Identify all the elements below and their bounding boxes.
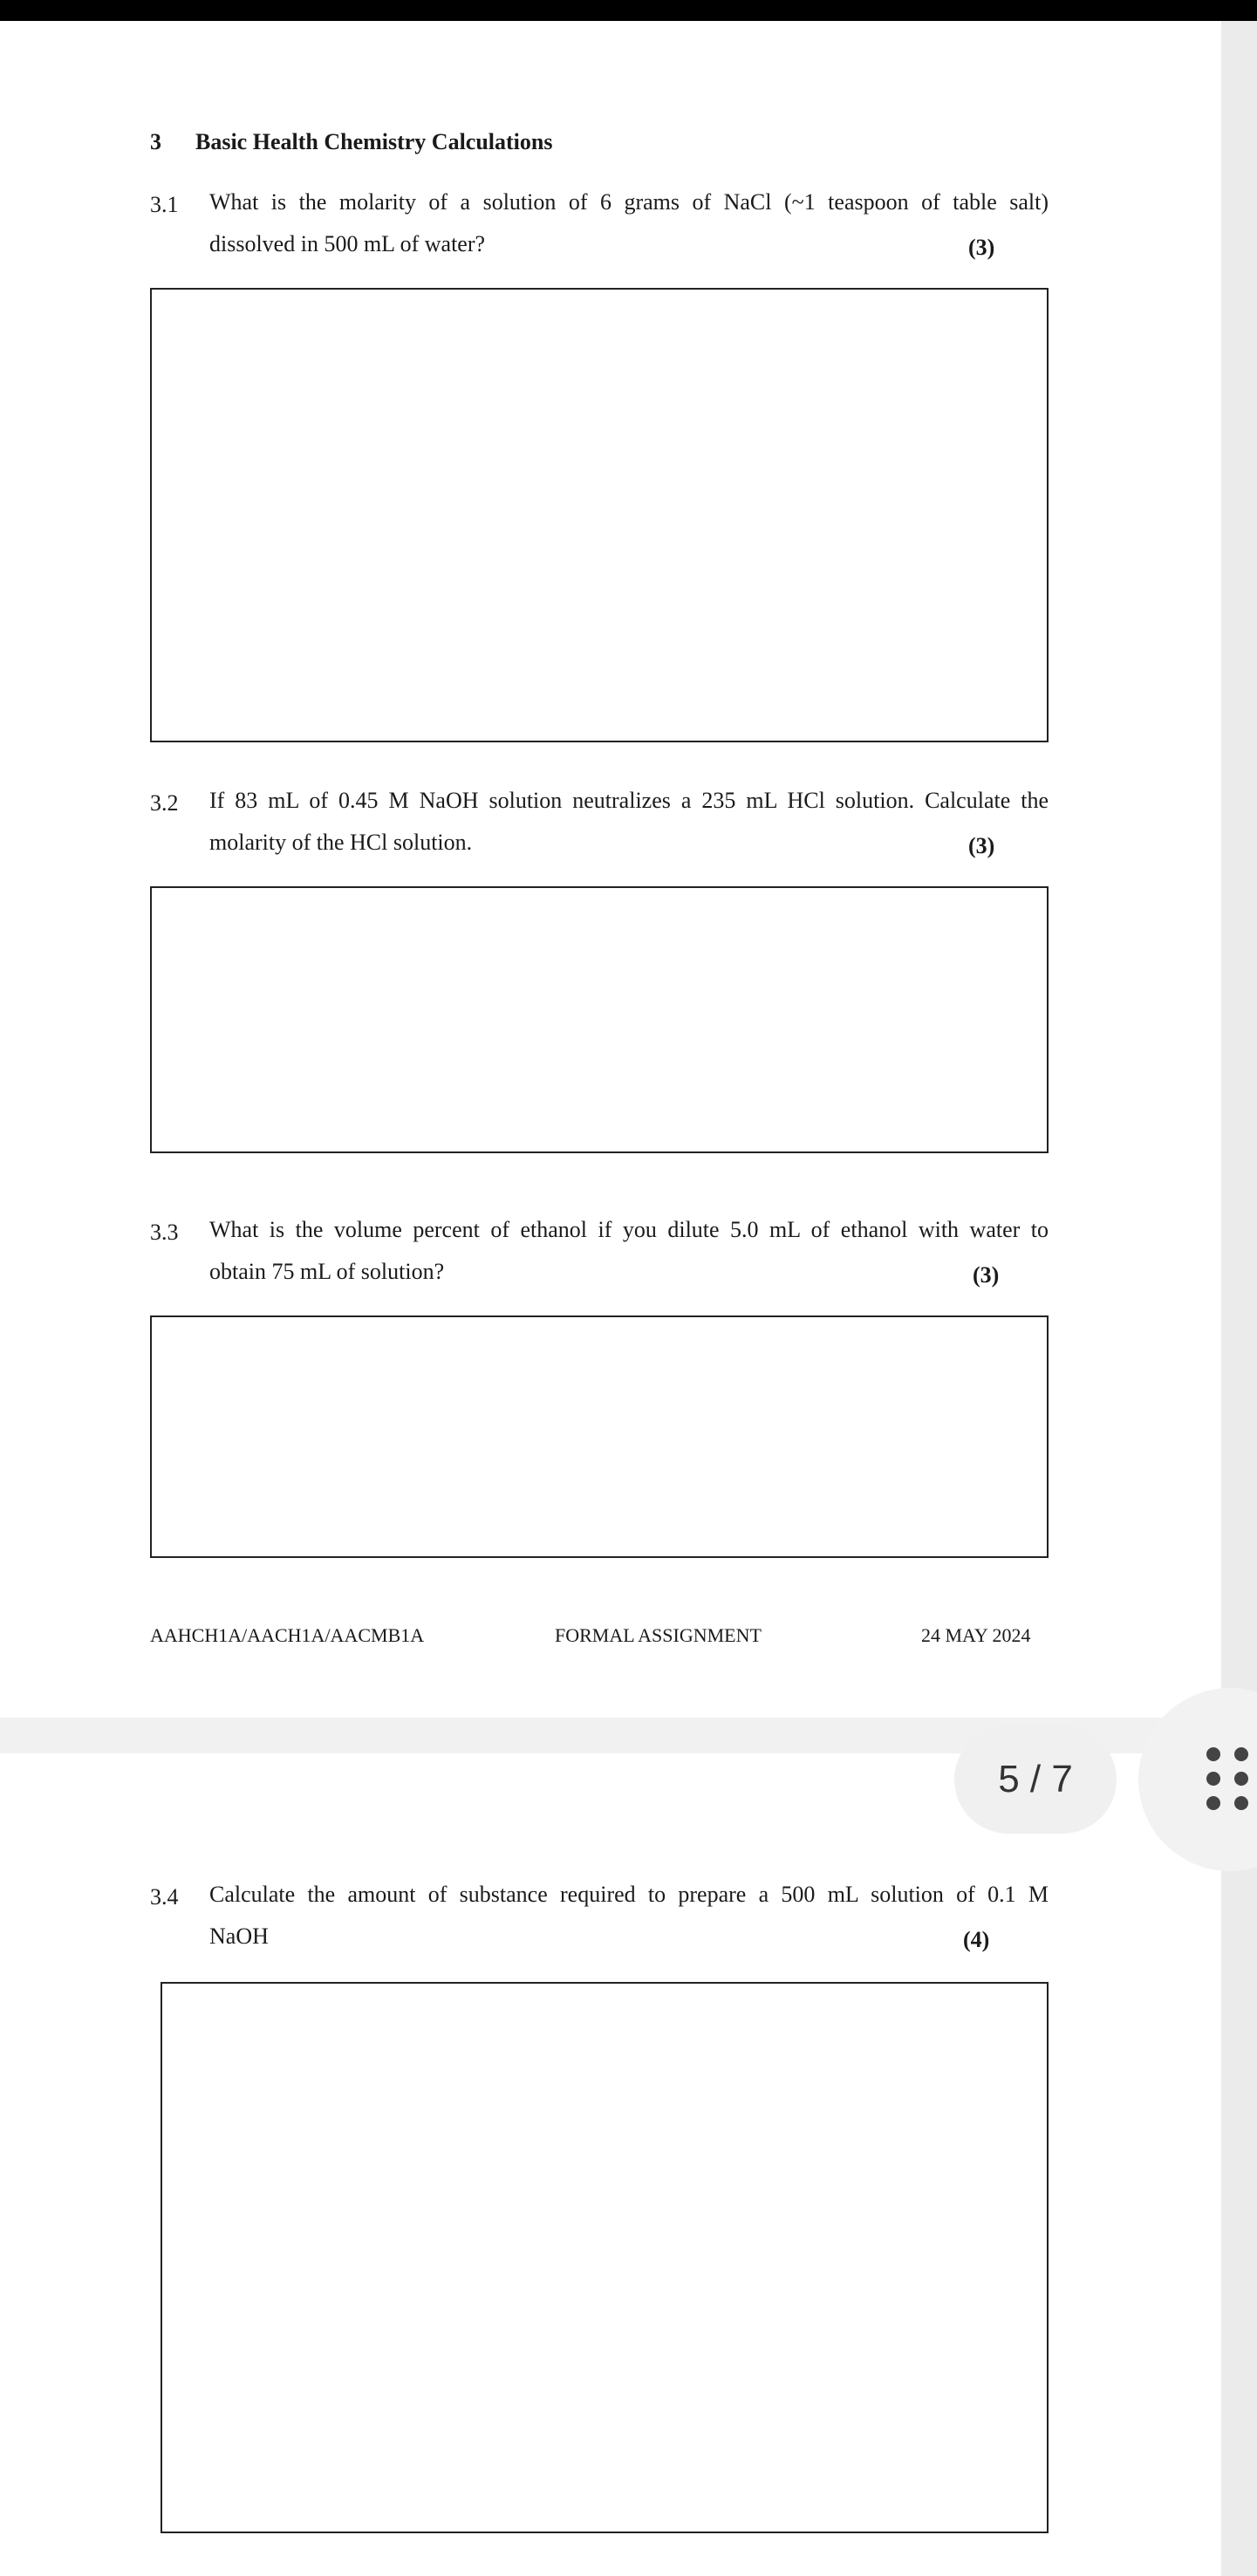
section-title: Basic Health Chemistry Calculations [195,129,553,154]
answer-box[interactable] [150,886,1049,1153]
question-text [209,780,1049,864]
question-text-line: Calculate the amount of substance required to prepare a 500 mL solution of 0.1 M [209,1882,1049,1907]
question-text [209,1874,1049,1958]
question-text [209,181,1049,265]
question-text-line: NaOH [209,1923,269,1949]
footer-date: 24 MAY 2024 [921,1624,1031,1646]
footer-assignment-type: FORMAL ASSIGNMENT [555,1624,762,1646]
answer-box[interactable] [150,288,1049,742]
question-number: 3.4 [150,1884,179,1910]
page-indicator: 5 / 7 [954,1725,1117,1834]
document-page-5 [0,21,1221,1718]
question-text-line: molarity of the HCl solution. [209,830,473,855]
question-marks: (3) [968,235,995,260]
question-marks: (3) [973,1262,1000,1288]
question-text [209,1209,1049,1293]
question-number: 3.2 [150,790,179,816]
question-marks: (4) [963,1927,990,1952]
question-number: 3.3 [150,1220,179,1245]
scrollbar-track[interactable] [1221,21,1257,2576]
question-text-line: If 83 mL of 0.45 M NaOH solution neutralizes a 235 mL HCl solution. Calculate the [209,788,1049,813]
question-number: 3.1 [150,192,179,217]
answer-box[interactable] [161,1982,1049,2533]
question-text-line: dissolved in 500 mL of water? [209,231,486,256]
document-page-6 [0,1753,1221,2576]
question-marks: (3) [968,833,995,858]
question-text-line: What is the molarity of a solution of 6 grams of NaCl (~1 teaspoon of table salt) [209,189,1049,215]
answer-box[interactable] [150,1315,1049,1558]
footer-course-codes: AAHCH1A/AACH1A/AACMB1A [150,1624,425,1646]
section-number: 3 [150,129,161,154]
grip-dots-icon [1206,1747,1250,1810]
question-text-line: obtain 75 mL of solution? [209,1259,445,1284]
question-text-line: What is the volume percent of ethanol if you dilute 5.0 mL of ethanol with water to [209,1217,1049,1242]
top-bar [0,0,1257,21]
